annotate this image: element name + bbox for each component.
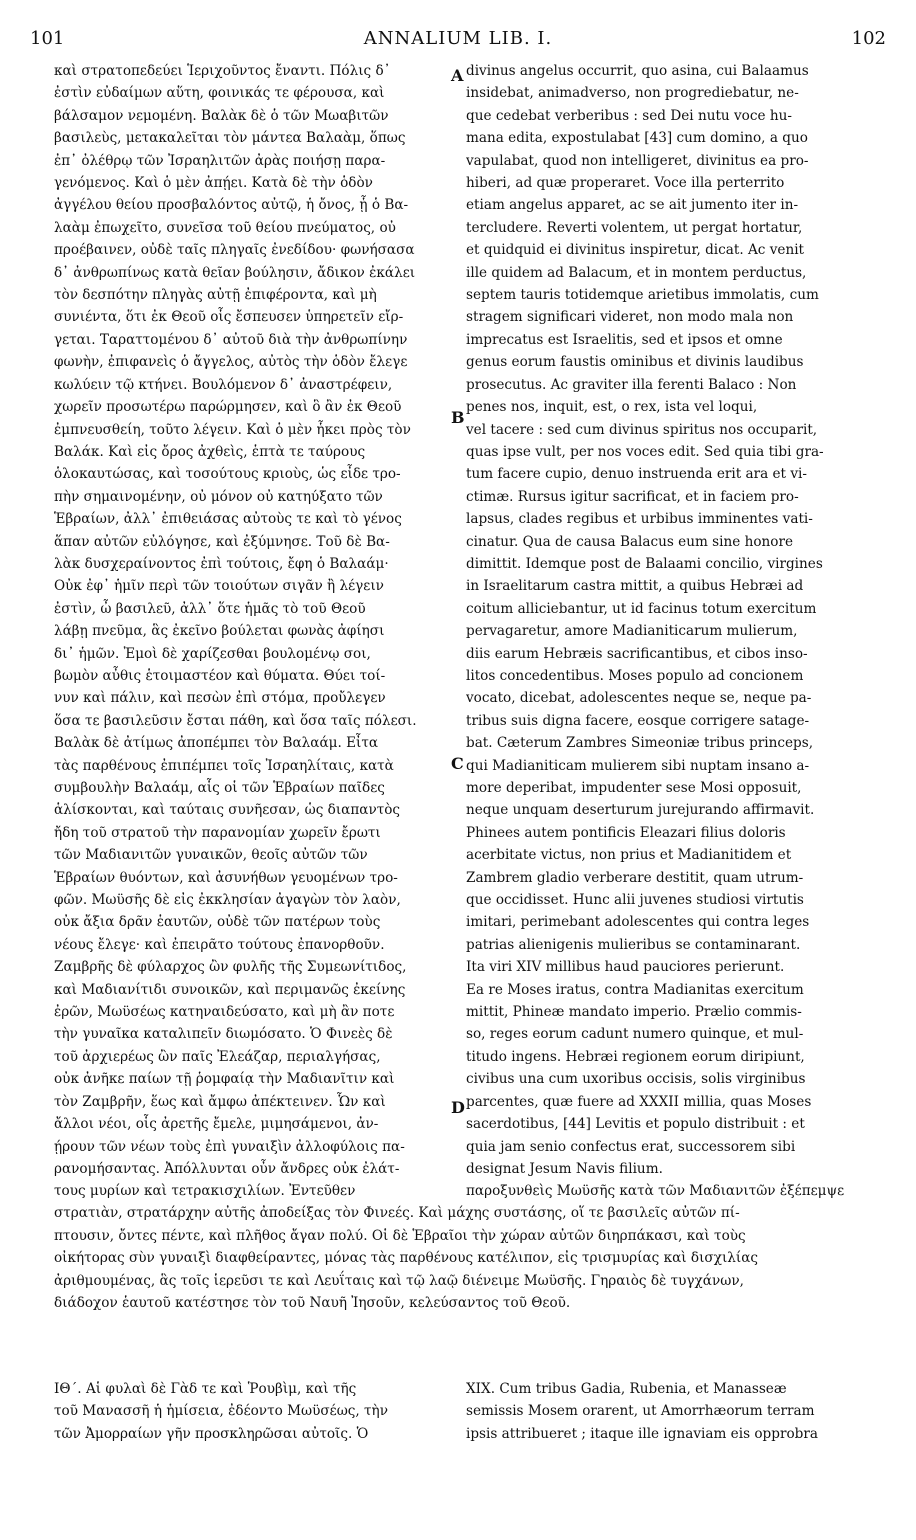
greek-text-line: διάδοχον ἑαυτοῦ κατέστησε τὸν τοῦ Ναυῆ Ἰησοῦν, κελεύσαντος τοῦ Θεοῦ. (54, 1295, 571, 1312)
latin-text-line: litos concedentibus. Moses populo ad concionem (466, 667, 804, 684)
greek-text-line: δι᾽ ἡμῶν. Ἐμοὶ δὲ χαρίζεσθαι βουλομένῳ σοι, (54, 645, 371, 662)
greek-text-line: ἐστὶν, ὦ βασιλεῦ, ἀλλ᾽ ὅτε ἡμᾶς τὸ τοῦ Θεοῦ (54, 600, 366, 617)
latin-text-line: septem tauris totidemque arietibus immolatis, cum (466, 287, 819, 304)
latin-text-line: genus eorum faustis ominibus et divinis laudibus (466, 354, 804, 371)
greek-text-line: καὶ Μαδιανίτιδι συνοικῶν, καὶ περιμανῶς ἐκείνης (54, 981, 406, 998)
page-number-left: 101 (30, 28, 65, 49)
latin-text-line: vapulabat, quod non intelligeret, divinitus ea pro- (466, 152, 809, 169)
greek-text-line: συμβουλὴν Βαλαάμ, αἷς οἱ τῶν Ἑβραίων παῖδες (54, 780, 385, 796)
latin-text-line: Phinees autem pontificis Eleazari filius doloris (466, 824, 786, 841)
greek-text-line: στρατιὰν, στρατάρχην αὐτῆς ἀποδείξας τὸν Φινεές. Καὶ μάχης συστάσης, οἵ τε βασιλεῖς αὐτῶν πί- (54, 1205, 740, 1222)
latin-text-line: so, reges eorum cadunt numero quinque, et mul- (466, 1026, 804, 1043)
latin-text-line: pervagaretur, amore Madianiticarum mulierum, (466, 623, 798, 640)
margin-letter-a: A (451, 66, 464, 85)
greek-text-line: γεται. Ταραττομένου δ᾽ αὐτοῦ διὰ τὴν ἀνθρωπίνην (54, 331, 408, 348)
margin-letter-b: B (451, 408, 465, 427)
latin-text-line: etiam angelus apparet, ac se ait jumento iter in- (466, 197, 799, 214)
greek-text-line: ἐρῶν, Μωϋσέως κατηναιδεύσατο, καὶ μὴ ἂν ποτε (54, 1004, 395, 1021)
greek-text-line: πὴν σημαινομένην, οὐ μόνον οὐ κατηύξατο τῶν (54, 488, 383, 505)
greek-text-line: τὰς παρθένους ἐπιπέμπει τοῖς Ἰσραηλίταις, κατὰ (54, 757, 394, 774)
greek-text-line: τὸν Ζαμβρῆν, ἕως καὶ ἄμφω ἀπέκτεινεν. Ὧν καὶ (54, 1093, 386, 1110)
greek-text-line: τὴν γυναῖκα καταλιπεῖν διωμόσατο. Ὁ Φινεὲς δὲ (54, 1026, 393, 1043)
latin-text-line: qui Madianiticam mulierem sibi nuptam insano a- (466, 757, 810, 774)
greek-text-line: συνιέντα, ὅτι ἐκ Θεοῦ οἷς ἔσπευσεν ὑπηρετεῖν εἴρ- (54, 309, 404, 326)
latin-text-line: lapsus, clades regibus et urbibus imminentes vati- (466, 511, 813, 528)
latin-text-line: neque unquam deserturum jurejurando affirmavit. (466, 802, 815, 819)
latin-text-line: tribus suis digna facere, eosque corrigere satage- (466, 712, 810, 729)
latin-text-line: Zambrem gladio verberare destitit, quam utrum- (466, 869, 804, 886)
latin-text-line: acerbitate victus, non prius et Madianitidem et (466, 847, 792, 864)
greek-full-width-paragraph (54, 1180, 878, 1314)
latin-text-line: vel tacere : sed cum divinus spiritus nos occuparit, (466, 421, 818, 438)
latin-text-line: ctimæ. Rursus igitur sacrificat, et in faciem pro- (466, 488, 799, 505)
greek-text-line: τοῦ Μανασσῆ ἡ ἡμίσεια, ἐδέοντο Μωϋσέως, τὴν (54, 1403, 388, 1420)
latin-text-line: tum facere cupio, denuo instruenda erit ara et vi- (466, 466, 807, 483)
greek-text-line: τῶν Ἀμορραίων γῆν προσκληρῶσαι αὐτοῖς. Ὁ (54, 1425, 369, 1442)
page-number-right: 102 (851, 28, 886, 49)
greek-section-19 (54, 1378, 446, 1445)
latin-column (466, 60, 878, 1180)
greek-text-line: γενόμενος. Καὶ ὁ μὲν ἀπῄει. Κατὰ δὲ τὴν ὁδὸν (54, 175, 373, 192)
greek-text-line: Οὐκ ἐφ᾽ ἡμῖν περὶ τῶν τοιούτων σιγᾶν ἢ λέγειν (54, 578, 384, 595)
latin-text-line: Ita viri XIV millibus haud pauciores perierunt. (466, 959, 785, 976)
greek-text-line: τους μυρίων καὶ τετρακισχιλίων. Ἐντεῦθεν (54, 1183, 356, 1200)
greek-text-line: οὐκ ἄξια δρᾶν ἑαυτῶν, οὐδὲ τῶν πατέρων τοὺς (54, 914, 381, 931)
greek-text-line: νυν καὶ πάλιν, καὶ πεσὼν ἐπὶ στόμα, προὔλεγεν (54, 690, 386, 707)
greek-text-line: τοῦ ἀρχιερέως ὢν παῖς Ἐλεάζαρ, περιαλγήσας, (54, 1048, 381, 1065)
greek-text-line: βωμὸν αὖθις ἑτοιμαστέον καὶ θύματα. Θύει τοί- (54, 667, 386, 684)
latin-text-line: in Israelitarum castra mittit, a quibus Hebræi ad (466, 578, 804, 595)
greek-text-line: οὐκ ἀνῆκε παίων τῇ ῥομφαίᾳ τὴν Μαδιανῖτιν καὶ (54, 1071, 395, 1088)
latin-text-line: bat. Cæterum Zambres Simeoniæ tribus princeps, (466, 735, 814, 752)
greek-text-line: ἁλίσκονται, καὶ ταύταις συνῆεσαν, ὡς διαπαντὸς (54, 802, 401, 819)
greek-text-line: ἀριθμουμένας, ἃς τοῖς ἱερεῦσι τε καὶ Λευΐταις καὶ τῷ λαῷ διένειμε Μωϋσῆς. Γηραιὸς δὲ τυγχάνων, (54, 1272, 744, 1289)
greek-text-line: ἤδη τοῦ στρατοῦ τὴν παρανομίαν χωρεῖν ἔρωτι (54, 824, 381, 841)
greek-text-line: κωλύειν τῷ κτήνει. Βουλόμενον δ᾽ ἀναστρέφειν, (54, 376, 393, 393)
latin-text-line: imprecatus est Israelitis, sed et ipsos et omne (466, 331, 783, 348)
latin-section-19 (466, 1378, 878, 1445)
greek-text-line: λαὰμ ἐπωχεῖτο, συνεῖσα τοῦ θείου πνεύματος, οὐ (54, 219, 396, 236)
margin-letter-d: D (451, 1098, 465, 1117)
greek-text-line: ῄρουν τῶν νέων τοὺς ἐπὶ γυναιξὶν ἀλλοφύλοις πα- (54, 1138, 405, 1155)
greek-text-line: βάλσαμον νεμομένη. Βαλὰκ δὲ ὁ τῶν Μωαβιτῶν (54, 107, 389, 124)
latin-text-line: ille quidem ad Balacum, et in montem perductus, (466, 264, 807, 281)
latin-text-line: ipsis attribueret ; itaque ille ignaviam eis opprobra (466, 1425, 818, 1442)
greek-text-line: ὅσα τε βασιλεῦσιν ἔσται πάθη, καὶ ὅσα ταῖς πόλεσι. (54, 712, 417, 729)
latin-text-line: parcentes, quæ fuere ad XXXII millia, quas Moses (466, 1093, 812, 1110)
latin-text-line: mittit, Phineæ mandato imperio. Prælio commis- (466, 1004, 802, 1021)
greek-column (54, 60, 446, 1203)
greek-text-line: καὶ στρατοπεδεύει Ἱεριχοῦντος ἔναντι. Πόλις δ᾽ (54, 63, 391, 79)
page-header (30, 28, 886, 58)
greek-text-line: φῶν. Μωϋσῆς δὲ εἰς ἐκκλησίαν ἀγαγὼν τὸν λαὸν, (54, 892, 401, 909)
latin-text-line: tercludere. Reverti volentem, ut pergat hortatur, (466, 219, 803, 236)
latin-text-line: titudo ingens. Hebræi regionem eorum diripiunt, (466, 1048, 805, 1065)
latin-text-line: mana edita, expostulabat [43] cum domino, a quo (466, 130, 808, 147)
greek-text-line: παροξυνθεὶς Μωϋσῆς κατὰ τῶν Μαδιανιτῶν ἐξέπεμψε (466, 1183, 845, 1199)
greek-text-line: τῶν Μαδιανιτῶν γυναικῶν, θεοῖς αὐτῶν τῶν (54, 847, 368, 864)
latin-text-line: sacerdotibus, [44] Levitis et populo distribuit : et (466, 1116, 805, 1133)
latin-text-line: penes nos, inquit, est, o rex, ista vel loqui, (466, 399, 758, 416)
greek-text-line: ΙΘ´. Αἱ φυλαὶ δὲ Γὰδ τε καὶ Ῥουβὶμ, καὶ τῆς (54, 1381, 357, 1397)
greek-text-line: οἰκήτορας σὺν γυναιξὶ διαφθείραντες, μόνας τὰς παρθένους κατέλιπον, εἰς τρισμυρίας καὶ δισχιλίας (54, 1250, 759, 1267)
latin-text-line: insidebat, animadverso, non progrediebatur, ne- (466, 85, 799, 102)
greek-text-line: ἐστὶν εὐδαίμων αὕτη, φοινικάς τε φέρουσα, καὶ (54, 85, 385, 102)
latin-text-line: dimittit. Idemque post de Balaami concilio, virgines (466, 555, 823, 572)
greek-text-line: νέους ἔλεγε· καὶ ἐπειρᾶτο τούτους ἐπανορθοῦν. (54, 936, 385, 953)
greek-text-line: λάβῃ πνεῦμα, ἃς ἐκεῖνο βούλεται φωνὰς ἀφίησι (54, 623, 385, 640)
greek-text-line: χωρεῖν προσωτέρω παρώρμησεν, καὶ ὃ ἂν ἐκ Θεοῦ (54, 399, 402, 416)
latin-text-line: coitum alliciebantur, ut id facinus totum exercitum (466, 600, 817, 617)
latin-text-line: XIX. Cum tribus Gadia, Rubenia, et Manasseæ (466, 1381, 787, 1397)
margin-letter-c: C (451, 754, 464, 773)
greek-text-line: Ἑβραίων, ἀλλ᾽ ἐπιθειάσας αὐτοὺς τε καὶ τὸ γένος (54, 511, 402, 528)
greek-text-line: Ἑβραίων θυόντων, καὶ ἀσυνήθων γευομένων τρο- (54, 869, 398, 886)
latin-text-line: prosecutus. Ac graviter illa ferenti Balaco : Non (466, 376, 797, 393)
latin-text-line: civibus una cum uxoribus occisis, solis virginibus (466, 1071, 806, 1088)
latin-text-line: designat Jesum Navis filium. (466, 1160, 663, 1177)
greek-text-line: λὰκ δυσχεραίνοντος ἐπὶ τούτοις, ἔφη ὁ Βαλαάμ· (54, 555, 389, 572)
greek-text-line: τὸν δεσπότην πληγὰς αὐτῇ ἐπιφέροντα, καὶ μὴ (54, 287, 377, 304)
latin-text-line: semissis Mosem orarent, ut Amorrhæorum terram (466, 1403, 815, 1420)
greek-text-line: ἄλλοι νέοι, οἷς ἀρετῆς ἔμελε, μιμησάμενοι, ἀν- (54, 1116, 379, 1133)
greek-text-line: ἀγγέλου θείου προσβαλόντος αὐτῷ, ἡ ὄνος, ᾗ ὁ Βα- (54, 197, 409, 214)
greek-text-line: Ζαμβρῆς δὲ φύλαρχος ὢν φυλῆς τῆς Συμεωνίτιδος, (54, 959, 407, 976)
greek-text-line: δ᾽ ἀνθρωπίνως κατὰ θεῖαν βούλησιν, ἄδικον ἐκάλει (54, 264, 416, 281)
latin-text-line: vocato, dicebat, adolescentes neque se, neque pa- (466, 690, 812, 707)
latin-text-line: patrias alienigenis mulieribus se contaminarant. (466, 936, 801, 953)
latin-text-line: imitari, perimebant adolescentes qui contra leges (466, 914, 810, 931)
latin-text-line: et quidquid ei divinitus inspiretur, dicat. Ac venit (466, 242, 805, 259)
greek-text-line: ρανομήσαντας. Ἀπόλλυνται οὖν ἄνδρες οὐκ ἐλάτ- (54, 1160, 400, 1177)
latin-text-line: que occidisset. Hunc alii juvenes studiosi virtutis (466, 892, 804, 909)
latin-text-line: diis earum Hebræis sacrificantibus, et cibos inso- (466, 645, 808, 662)
running-title: ANNALIUM LIB. I. (363, 28, 553, 49)
greek-text-line: φωνὴν, ἐπιφανεὶς ὁ ἄγγελος, αὐτὸς τὴν ὁδὸν ἔλεγε (54, 354, 408, 371)
greek-text-line: ἅπαν αὐτῶν εὐλόγησε, καὶ ἐξύμνησε. Τοῦ δὲ Βα- (54, 533, 390, 550)
greek-text-line: Βαλάκ. Καὶ εἰς ὄρος ἀχθεὶς, ἑπτὰ τε ταύρους (54, 443, 366, 460)
greek-text-line: βασιλεὺς, μετακαλεῖται τὸν μάντεα Βαλαὰμ, ὅπως (54, 130, 406, 147)
greek-text-line: ἐμπνευσθείη, τοῦτο λέγειν. Καὶ ὁ μὲν ἧκει πρὸς τὸν (54, 421, 411, 438)
greek-text-line: ὁλοκαυτώσας, καὶ τοσούτους κριοὺς, ὡς εἶδε τρο- (54, 466, 401, 483)
latin-text-line: cinatur. Qua de causa Balacus eum sine honore (466, 533, 794, 550)
latin-text-line: divinus angelus occurrit, quo asina, cui Balaamus (466, 63, 809, 79)
latin-text-line: quia jam senio confectus erat, successorem sibi (466, 1138, 796, 1155)
greek-text-line: πτουσιν, ὄντες πέντε, καὶ πλῆθος ἄγαν πολύ. Οἱ δὲ Ἑβραῖοι τὴν χώραν αὐτῶν διηρπάκασι, καὶ τοὺς (54, 1227, 746, 1244)
greek-text-line: Βαλὰκ δὲ ἀτίμως ἀποπέμπει τὸν Βαλαάμ. Εἶτα (54, 735, 379, 752)
greek-text-line: ἐπ᾽ ὀλέθρῳ τῶν Ἰσραηλιτῶν ἀρὰς ποιήσῃ παρα- (54, 152, 386, 169)
latin-text-line: que cedebat verberibus : sed Dei nutu voce hu- (466, 107, 792, 124)
latin-text-line: hiberi, ad quæ properaret. Voce illa perterrito (466, 175, 785, 192)
greek-text-line: προέβαινεν, οὐδὲ ταῖς πληγαῖς ἐνεδίδου· φωνήσασα (54, 242, 415, 259)
latin-text-line: stragem significari videret, non modo mala non (466, 309, 794, 326)
latin-text-line: more deperibat, impudenter sese Mosi opposuit, (466, 780, 802, 796)
latin-text-line: quas ipse vult, per nos voces edit. Sed quia tibi gra- (466, 443, 824, 460)
latin-text-line: Ea re Moses iratus, contra Madianitas exercitum (466, 981, 804, 998)
